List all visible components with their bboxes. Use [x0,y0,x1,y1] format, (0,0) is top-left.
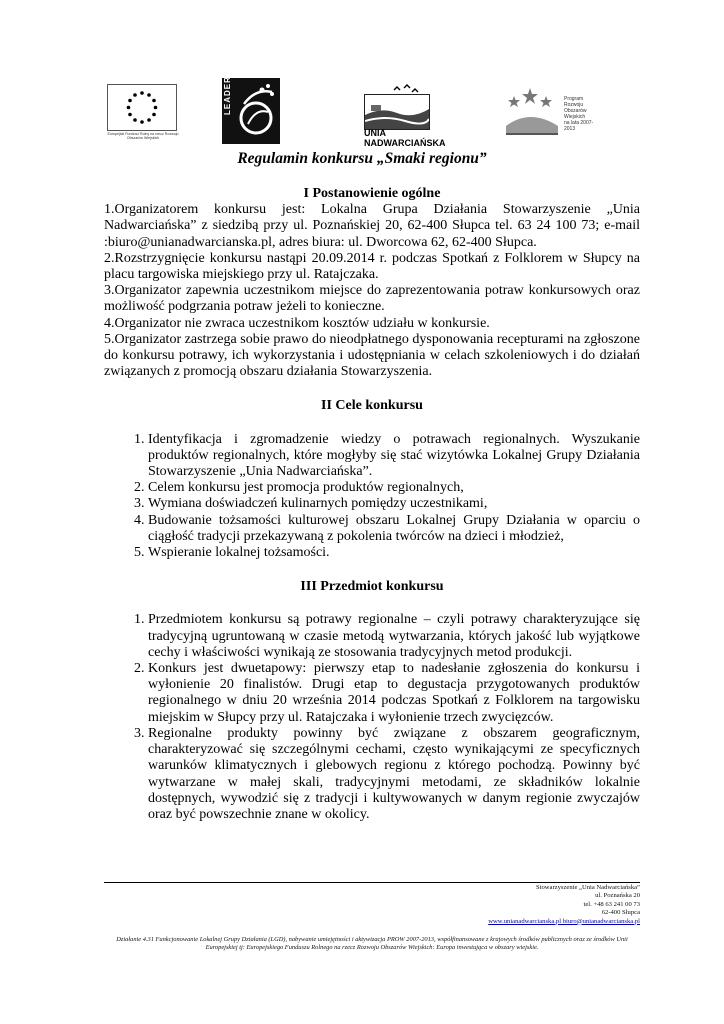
document-body [104,186,640,823]
list-item: 1. Identyfikacja i zgromadzenie wiedzy o potrawach regionalnych. Wyszukanie produktów regionalnych, które mogłyby się stać wizytówka Lokalnej Grupy Działania Stowarzyszenie „Unia Nadwarciańska”. [148,432,640,481]
footer-links[interactable]: www.unianadwarcianska.pl biuro@unianadwarcianska.pl [488,917,640,925]
list-item: 2. Celem konkursu jest promocja produktów regionalnych, [148,480,640,496]
section1-paragraph-4: 4.Organizator nie zwraca uczestnikom kosztów udziału w konkursie. [104,315,490,331]
section3-heading: III Przedmiot konkursu [300,579,444,595]
footer-phone: tel. +48 63 241 00 73 [583,900,640,908]
list-item: 5. Wspieranie lokalnej tożsamości. [148,545,640,561]
footer-org: Stowarzyszenie „Unia Nadwarciańska” [536,884,640,891]
unia-name [364,128,446,148]
eu-flag-icon [107,84,177,131]
prow-line3: Obszarów [564,108,587,114]
list-item: 3. Wymiana doświadczeń kulinarnych pomiędzy uczestnikami, [148,496,640,512]
footer-street: ul. Poznańska 20 [595,892,640,900]
section1-heading: I Postanowienie ogólne [303,186,441,201]
section2-heading: II Cele konkursu [321,398,423,414]
prow-text [564,96,596,132]
section1-paragraph-5: 5.Organizator zastrzega sobie prawo do nieodpłatnego dysponowania recepturami na zgłoszone do konkursu potrawy, ich wykorzystania i udostępniania w celach szkoleniowych i do działań związanych z promocją obszaru działania Stowarzyszenia. [104,331,640,380]
footer-divider [104,882,640,883]
document-title: Regulamin konkursu „Smaki regionu” [237,150,487,167]
list-item: 4. Budowanie tożsamości kulturowej obszaru Lokalnej Grupy Działania w oparciu o ciągłość tradycji przekazywaną z pokolenia twórców na dzieci i młodzież, [148,513,640,545]
unia-logo [364,84,446,150]
footer-city: 62-400 Słupca [601,909,640,917]
leader-text: LEADER [223,76,232,115]
list-item: 3. Regionalne produkty powinny być związane z obszarem geograficznym, charakteryzować się szczególnymi cechami, często wynikającymi ze specyficznych warunków klimatycznych i glebowych regionu z którego pochodzą. Powinny być wytwarzane w małej skali, tradycyjnymi metodami, ze składników lokalnie dostępnych, wywodzić się z tradycji i kultywowanych w danym regionie zwyczajów oraz być powszechnie znane w okolicy. [148,726,640,823]
list-item: 2. Konkurs jest dwuetapowy: pierwszy etap to nadesłanie zgłoszenia do konkursu i wyłonienie 20 finalistów. Drugi etap to degustacja przygotowanych produktów regionalnego w dniu 20 września 2014 podczas Spotkań z Folklorem na targowisku miejskim w Słupcy przy ul. Ratajczaka i wyłonienie trzech zwycięzców. [148,661,640,726]
section1-paragraph-3: 3.Organizator zapewnia uczestnikom miejsce do zaprezentowania potraw konkursowych oraz możliwość podgrzania potraw jeżeli to konieczne. [104,283,640,315]
unia-landscape-icon [364,94,430,130]
prow-line2: Rozwoju [564,102,584,108]
prow-line1: Program [564,96,584,102]
leader-logo [222,78,280,144]
prow-logo [500,86,596,144]
unia-line1: UNIA [364,128,386,138]
eu-caption: Europejski Fundusz Rolny na rzecz Rozwoju Obszarów Wiejskich [107,132,179,141]
unia-line2: NADWARCIAŃSKA [364,138,446,148]
section3-list [104,612,640,823]
section2-list [104,432,640,562]
prow-emblem-icon [500,86,562,142]
section1-paragraph-1: 1.Organizatorem konkursu jest: Lokalna Grupa Działania Stowarzyszenie „Unia Nadwarciańska” z siedzibą przy ul. Poznańskiej 20, 62-400 Słupca tel. 63 24 100 73; e-mail :biuro@unianadwarcianska.pl, adres biura: ul. Dworcowa 62, 62-400 Słupca. [104,202,640,250]
section1-paragraph-2: 2.Rozstrzygnięcie konkursu nastąpi 20.09.2014 r. podczas Spotkań z Folklorem w Słupcy na placu targowiska miejskiego przy ul. Ratajczaka. [104,250,640,283]
footer-note: Działanie 4.31 Funkcjonowanie Lokalnej Grupy Działania (LGD), nabywanie umiejętności i aktywizacja PROW 2007-2013, współfinansowane z krajowych środków publicznych oraz ze środków Unii Europejskiej tj: Europejskiego Funduszu Rolnego na rzecz Rozwoju Obszarów Wiejskich: Europa inwestująca w obszary wiejskie. [116,936,628,951]
logo-strip [0,78,724,150]
prow-line5: na lata 2007-2013 [564,120,594,132]
prow-line4: Wiejskich [564,114,586,120]
list-item: 1. Przedmiotem konkursu są potrawy regionalne – czyli potrawy charakteryzujące się tradycyjną ugruntowaną w czasie metodą wytwarzania, których jakość lub wyjątkowe cechy i właściwości wynikają ze stosowania tradycyjnych metod produkcji. [148,612,640,661]
eu-logo [107,84,177,144]
footer-address [380,884,640,926]
